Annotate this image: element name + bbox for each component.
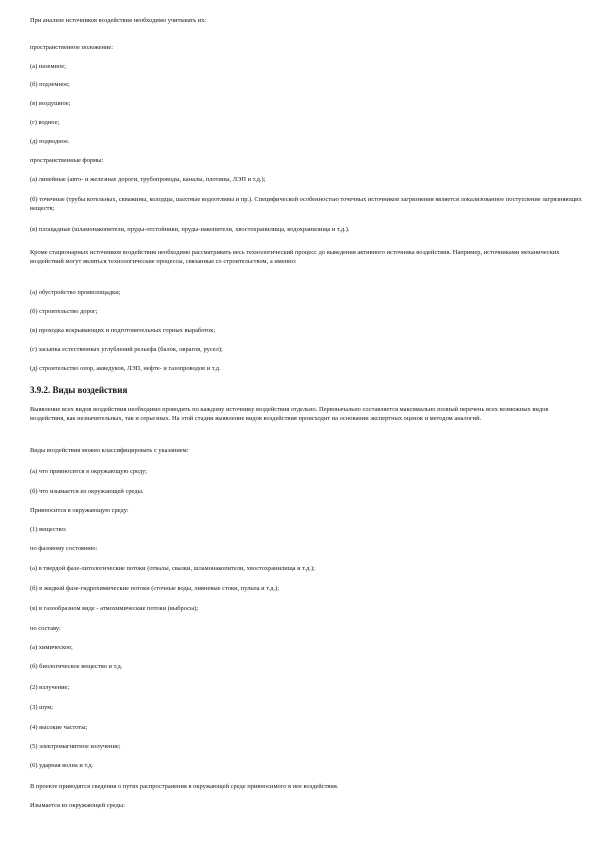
paragraph: Кроме стационарных источников воздействия необходимо рассматривать весь технологический процесс до выведения активного источника воздействия. Например, источниками механических воздействий могут являться технологические процессы, связанные со строительством, а именно: bbox=[30, 249, 560, 265]
list-item: (а) наземное; bbox=[30, 63, 66, 70]
list-item: (6) ударная волна и т.д. bbox=[30, 762, 94, 769]
list-item: (в) воздушное; bbox=[30, 100, 71, 107]
list-item: (а) что привносится в окружающую среду; bbox=[30, 468, 148, 475]
list-item: (б) точечные (трубы котельных, скважины, колодцы, шахтные водоотливы и пр.). Специфической особенностью точечных источников загрязнения является локализованное поступление загрязняющих веществ; bbox=[30, 196, 582, 212]
list-item: (в) проходка вскрывающих и подготовительных горных выработок; bbox=[30, 327, 216, 334]
spatial-position-label: пространственное положение: bbox=[30, 44, 114, 51]
paragraph: Выявление всех видов воздействия необходимо проводить по каждому источнику воздействия отдельно. Первоначально составляется максимально полный перечень всех возможных видов воздействия, как незначительных, так и серьезных. На этой стадии выявление видов воздействия происходит на основании экспертных оценок и методом аналогий. bbox=[30, 406, 549, 422]
list-item: (а) химическое; bbox=[30, 644, 73, 651]
list-item: (б) биологическое вещество и т.д. bbox=[30, 663, 123, 670]
list-item: (в) площадные (шламонакопители, пруды-отстойники, пруды-накопители, хвостохранилища, водохранилища и т.д.). bbox=[30, 226, 350, 233]
paragraph: по фазовому состоянию: bbox=[30, 545, 98, 552]
paragraph: В проекте приводятся сведения о путях распространения в окружающей среде привносимого в нее воздействия. bbox=[30, 783, 339, 790]
list-item: (д) подводное. bbox=[30, 138, 70, 145]
list-item: (б) подземное; bbox=[30, 81, 70, 88]
paragraph: Изымается из окружающей среды: bbox=[30, 802, 125, 809]
paragraph: Виды воздействия можно классифицировать с указанием: bbox=[30, 447, 189, 454]
list-item: (4) высокие частоты; bbox=[30, 724, 88, 731]
list-item: (а) обустройство промплощадки; bbox=[30, 289, 121, 296]
list-item: (1) вещество: bbox=[30, 526, 67, 533]
paragraph: по составу: bbox=[30, 625, 61, 632]
list-item: (г) водное; bbox=[30, 119, 60, 126]
list-item: (5) электромагнитное излучение; bbox=[30, 743, 121, 750]
list-item: (б) что изымается из окружающей среды. bbox=[30, 488, 144, 495]
intro-line: При анализе источников воздействия необходимо учитывать их: bbox=[30, 17, 207, 24]
list-item: (а) линейные (авто- и железные дороги, трубопроводы, каналы, плотины, ЛЭП и т.д.); bbox=[30, 176, 266, 183]
list-item: (3) шум; bbox=[30, 704, 54, 711]
list-item: (а) в твердой фазе-литологические потоки (отвалы, свалки, шламонакопители, хвостохранилища и т.д.); bbox=[30, 565, 315, 572]
section-heading: 3.9.2. Виды воздействия bbox=[30, 385, 128, 395]
list-item: (д) строительство опор, акведуков, ЛЭП, нефте- и газопроводов и т.д. bbox=[30, 365, 221, 372]
list-item: (б) в жидкой фазе-гидрохимические потоки (сточные воды, ливневые стоки, пульпа и т.д.); bbox=[30, 585, 280, 592]
paragraph: Привносится в окружающую среду: bbox=[30, 507, 129, 514]
list-item: (в) в газообразном виде - атмохимические потоки (выбросы); bbox=[30, 605, 199, 612]
list-item: (б) строительство дорог; bbox=[30, 308, 98, 315]
list-item: (2) излучение; bbox=[30, 684, 70, 691]
spatial-forms-label: пространственные формы: bbox=[30, 157, 104, 164]
list-item: (г) засыпка естественных углублений рельефа (балок, оврагов, русел); bbox=[30, 346, 223, 353]
